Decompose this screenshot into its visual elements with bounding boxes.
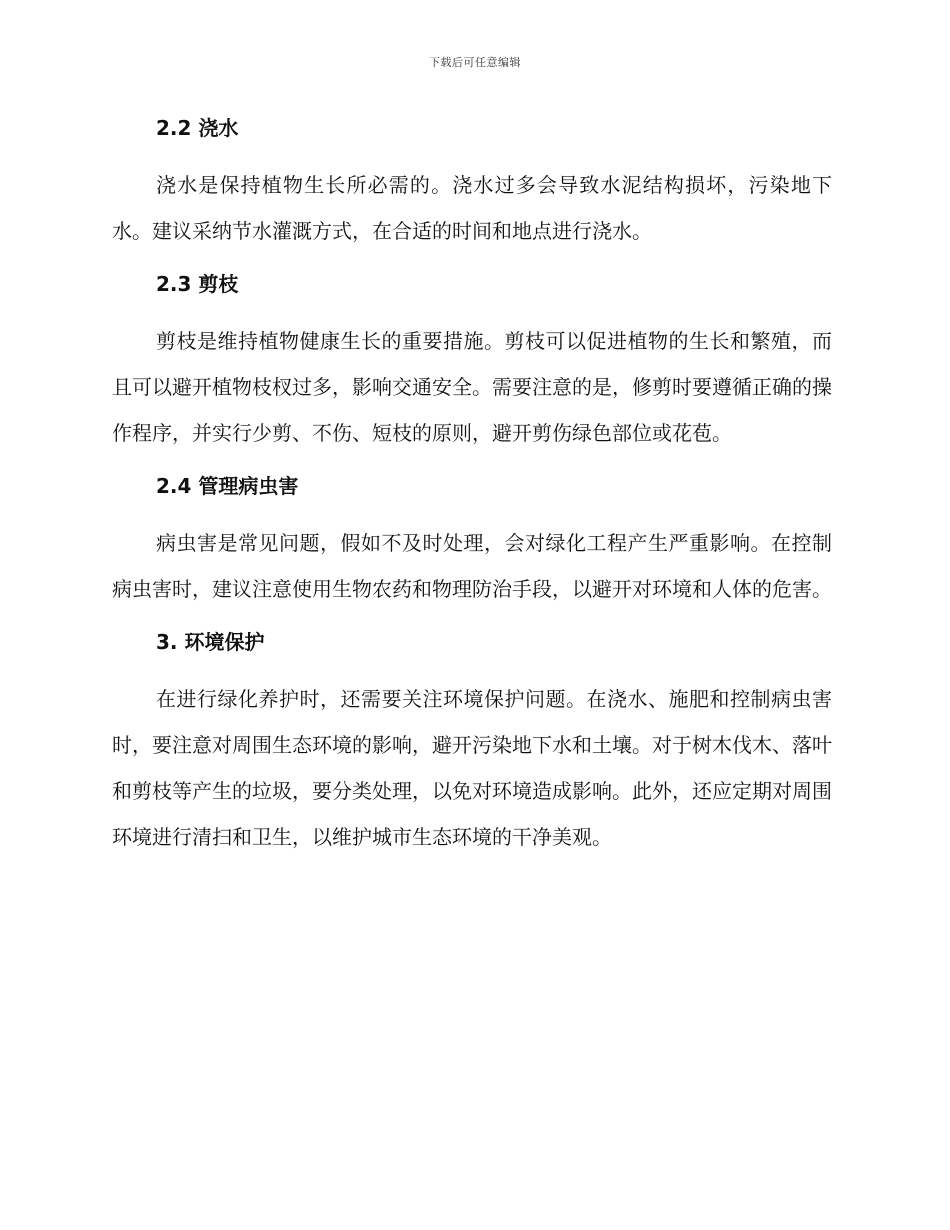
section-paragraph: 在进行绿化养护时，还需要关注环境保护问题。在浇水、施肥和控制病虫害时，要注意对周围生态环境的影响，避开污染地下水和土壤。对于树木伐木、落叶和剪枝等产生的垃圾，要分类处理，以免对环境造成影响。此外，还应定期对周围环境进行清扫和卫生，以维护城市生态环境的干净美观。	[112, 687, 832, 849]
section-paragraph: 病虫害是常见问题，假如不及时处理，会对绿化工程产生严重影响。在控制病虫害时，建议注意使用生物农药和物理防治手段，以避开对环境和人体的危害。	[112, 531, 832, 601]
section-paragraph: 浇水是保持植物生长所必需的。浇水过多会导致水泥结构损坏，污染地下水。建议采纳节水灌溉方式，在合适的时间和地点进行浇水。	[112, 173, 832, 243]
page-header-note: 下载后可任意编辑	[429, 56, 521, 69]
section-heading: 2.3 剪枝	[156, 272, 239, 296]
section-heading: 2.4 管理病虫害	[156, 474, 299, 498]
document-body	[112, 110, 832, 860]
section-environmental-protection	[112, 624, 832, 860]
section-watering	[112, 110, 832, 266]
section-pruning	[112, 266, 832, 468]
section-pest-management	[112, 468, 832, 624]
section-heading: 2.2 浇水	[156, 116, 239, 140]
section-heading: 3. 环境保护	[156, 630, 265, 654]
section-paragraph: 剪枝是维持植物健康生长的重要措施。剪枝可以促进植物的生长和繁殖，而且可以避开植物枝杈过多，影响交通安全。需要注意的是，修剪时要遵循正确的操作程序，并实行少剪、不伤、短枝的原则，避开剪伤绿色部位或花苞。	[112, 329, 832, 445]
